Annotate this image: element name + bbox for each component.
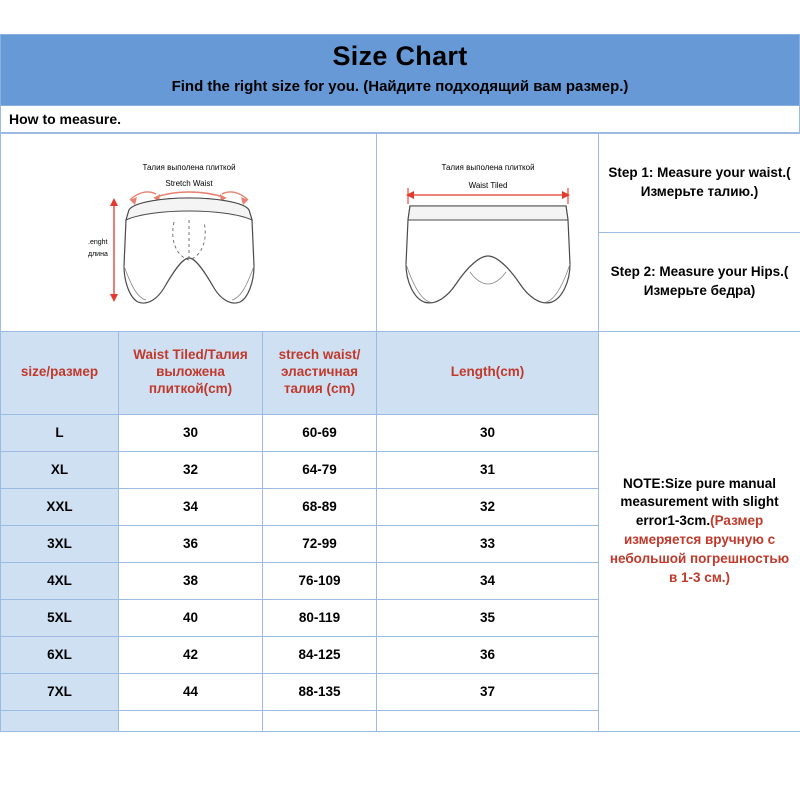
cell-length: 34	[377, 562, 599, 599]
cell-length: 30	[377, 414, 599, 451]
cell-waist-tiled: 44	[119, 673, 263, 710]
brief-waist-diagram	[378, 148, 598, 316]
diagram-length-label-en: .enght	[87, 239, 107, 247]
size-chart-table	[0, 133, 800, 732]
note-text-red: (Размер измеряется вручную с небольшой погрешностью в 1-3 см.)	[609, 513, 790, 585]
cell-stretch-waist: 84-125	[263, 636, 377, 673]
cell-waist-tiled: 42	[119, 636, 263, 673]
cell-waist-tiled: 30	[119, 414, 263, 451]
cell-stretch-waist: 72-99	[263, 525, 377, 562]
cell-waist-tiled: 32	[119, 451, 263, 488]
cell-stretch-waist: 64-79	[263, 451, 377, 488]
note-cell	[599, 331, 800, 731]
header-waist-tiled: Waist Tiled/Талия выложена плиткой(cm)	[119, 331, 263, 414]
cell-size: 4XL	[1, 562, 119, 599]
header-band	[0, 34, 800, 106]
cell-length: 35	[377, 599, 599, 636]
page-title: Size Chart	[332, 41, 468, 71]
diagram-length-label-ru: длина	[87, 251, 108, 259]
cell-waist-tiled: 34	[119, 488, 263, 525]
header-length: Length(cm)	[377, 331, 599, 414]
size-chart-sheet	[0, 34, 800, 734]
cell-size: XXL	[1, 488, 119, 525]
cell-size: 3XL	[1, 525, 119, 562]
filler-length	[377, 710, 599, 731]
cell-length: 37	[377, 673, 599, 710]
cell-stretch-waist: 80-119	[263, 599, 377, 636]
cell-length: 31	[377, 451, 599, 488]
cell-length: 36	[377, 636, 599, 673]
filler-waist-tiled	[119, 710, 263, 731]
diagram-caption-ru: Талия выполена плиткой	[141, 163, 236, 173]
how-to-measure-label: How to measure.	[0, 106, 800, 133]
diagram2-caption-ru: Талия выполена плиткой	[440, 163, 535, 173]
diagram-row	[1, 133, 800, 331]
note-text-black: NOTE:Size pure manual measurement with slight error1-3cm.	[620, 475, 779, 529]
cell-length: 33	[377, 525, 599, 562]
page-subtitle: Find the right size for you. (Найдите подходящий вам размер.)	[171, 77, 629, 95]
cell-size: 7XL	[1, 673, 119, 710]
diagram-cell-front	[1, 133, 377, 331]
header-stretch-waist: strech waist/эластичная талия (cm)	[263, 331, 377, 414]
step-2-text: Step 2: Measure your Hips.( Измерьте бедра)	[599, 232, 800, 331]
cell-size: XL	[1, 451, 119, 488]
cell-length: 32	[377, 488, 599, 525]
cell-waist-tiled: 38	[119, 562, 263, 599]
cell-stretch-waist: 76-109	[263, 562, 377, 599]
boxer-brief-front-diagram	[4, 148, 374, 316]
filler-size	[1, 710, 119, 731]
cell-waist-tiled: 36	[119, 525, 263, 562]
diagram-caption-en: Stretch Waist	[164, 179, 213, 189]
cell-stretch-waist: 60-69	[263, 414, 377, 451]
cell-stretch-waist: 68-89	[263, 488, 377, 525]
diagram-cell-back	[377, 133, 599, 331]
cell-size: 6XL	[1, 636, 119, 673]
cell-waist-tiled: 40	[119, 599, 263, 636]
table-header-row	[1, 331, 800, 414]
cell-size: 5XL	[1, 599, 119, 636]
step-1-text: Step 1: Measure your waist.( Измерьте талию.)	[599, 134, 800, 233]
cell-size: L	[1, 414, 119, 451]
header-size: size/pазмер	[1, 331, 119, 414]
filler-stretch-waist	[263, 710, 377, 731]
steps-column	[599, 133, 800, 331]
diagram2-caption-en: Waist Tiled	[468, 181, 507, 191]
cell-stretch-waist: 88-135	[263, 673, 377, 710]
